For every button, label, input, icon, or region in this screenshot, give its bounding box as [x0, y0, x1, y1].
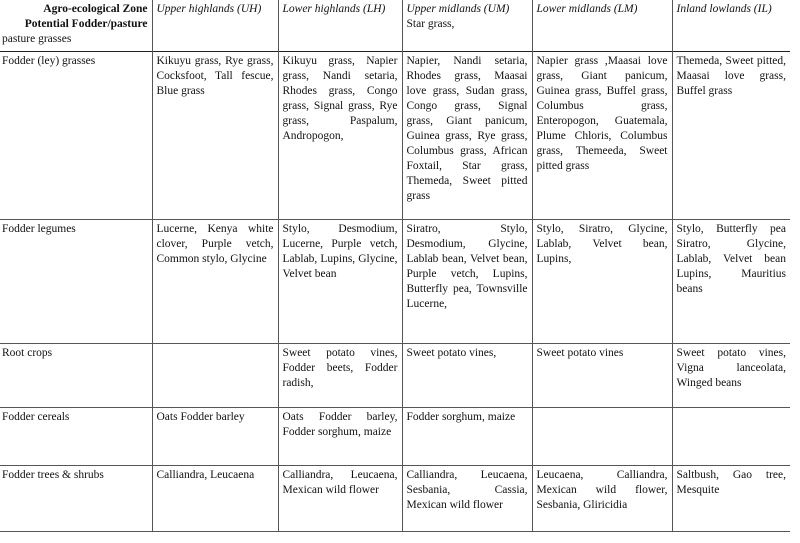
header-title-fodder: Potential Fodder/pasture — [24, 18, 148, 30]
table-row — [0, 344, 790, 408]
header-title-cell — [0, 0, 152, 52]
row-category: Fodder trees & shrubs — [0, 466, 152, 532]
table-cell: Sweet potato vines, Fodder beets, Fodder radish, — [278, 344, 402, 408]
table-cell: Sweet potato vines — [532, 344, 672, 408]
header-title-zone: Agro-ecological Zone — [43, 3, 148, 15]
zone-header-uh: Upper highlands (UH) — [152, 0, 278, 52]
table-cell: Themeda, Sweet pitted, Maasai love grass, Buffel grass — [676, 55, 786, 97]
table-cell: Napier, Nandi setaria, Rhodes grass, Maasai love grass, Sudan grass, Congo grass, Signal grass, Giant panicum, Guinea grass, Rye grass, Columbus grass, African Foxtail, Star grass, Themeda, Sweet pitted grass — [402, 52, 532, 220]
row-category: Root crops — [0, 344, 152, 408]
table-cell: Stylo, Desmodium, Lucerne, Purple vetch, Lablab, Lupins, Glycine, Velvet bean — [278, 220, 402, 344]
table-cell: Calliandra, Leucaena, Mexican wild flower — [278, 466, 402, 532]
table-cell: Oats Fodder barley, Fodder sorghum, maize — [278, 408, 402, 466]
row-category: Fodder (ley) grasses — [0, 52, 152, 220]
table-row — [0, 408, 790, 466]
table-cell: Fodder sorghum, maize — [402, 408, 532, 466]
zone-header-um-extra: Star grass, — [406, 18, 455, 30]
table-cell: Kikuyu grass, Rye grass, Cocksfoot, Tall fescue, Blue grass — [152, 52, 278, 220]
zone-header-il: Inland lowlands (IL) — [676, 3, 772, 15]
table-row — [0, 52, 790, 220]
table-cell: Calliandra, Leucaena, Sesbania, Cassia, Mexican wild flower — [402, 466, 532, 532]
table-cell — [152, 344, 278, 408]
table-cell: Lucerne, Kenya white clover, Purple vetch, Common stylo, Glycine — [152, 220, 278, 344]
header-row — [0, 0, 790, 52]
table-cell: Leucaena, Calliandra, Mexican wild flower, Sesbania, Gliricidia — [532, 466, 672, 532]
row-category: Fodder legumes — [0, 220, 152, 344]
table-row — [0, 220, 790, 344]
table-cell — [532, 408, 672, 466]
zone-header-um: Upper midlands (UM) Star grass, — [402, 0, 532, 52]
table-cell: Calliandra, Leucaena — [152, 466, 278, 532]
table-cell: Napier grass ,Maasai love grass, Giant panicum, Guinea grass, Buffel grass, Columbus grass, Enteropogon, Guatemala, Plume Chloris, Columbus grass, Themeeda, Sweet pitted grass — [532, 52, 672, 220]
table-cell: Siratro, Stylo, Desmodium, Glycine, Lablab bean, Velvet bean, Purple vetch, Lupins, Butterfly pea, Townsville Lucerne, — [402, 220, 532, 344]
table-cell: Sweet potato vines, Vigna lanceolata, Winged beans — [676, 347, 786, 389]
zone-header-lm: Lower midlands (LM) — [532, 0, 672, 52]
table-cell: Kikuyu grass, Napier grass, Nandi setaria, Rhodes grass, Congo grass, Signal grass, Rye grass, Paspalum, Andropogon, — [278, 52, 402, 220]
table-cell: Oats Fodder barley — [152, 408, 278, 466]
header-title-pasture: pasture grasses — [2, 33, 72, 45]
row-category: Fodder cereals — [0, 408, 152, 466]
table-cell: Sweet potato vines, — [402, 344, 532, 408]
table-row — [0, 466, 790, 532]
table-cell: Stylo, Butterfly pea Siratro, Glycine, Lablab, Velvet bean Lupins, Mauritius beans — [676, 223, 786, 295]
table-cell — [672, 408, 790, 466]
table-cell: Stylo, Siratro, Glycine, Lablab, Velvet bean, Lupins, — [532, 220, 672, 344]
table-cell: Saltbush, Gao tree, Mesquite — [676, 469, 786, 496]
zone-header-lh: Lower highlands (LH) — [278, 0, 402, 52]
